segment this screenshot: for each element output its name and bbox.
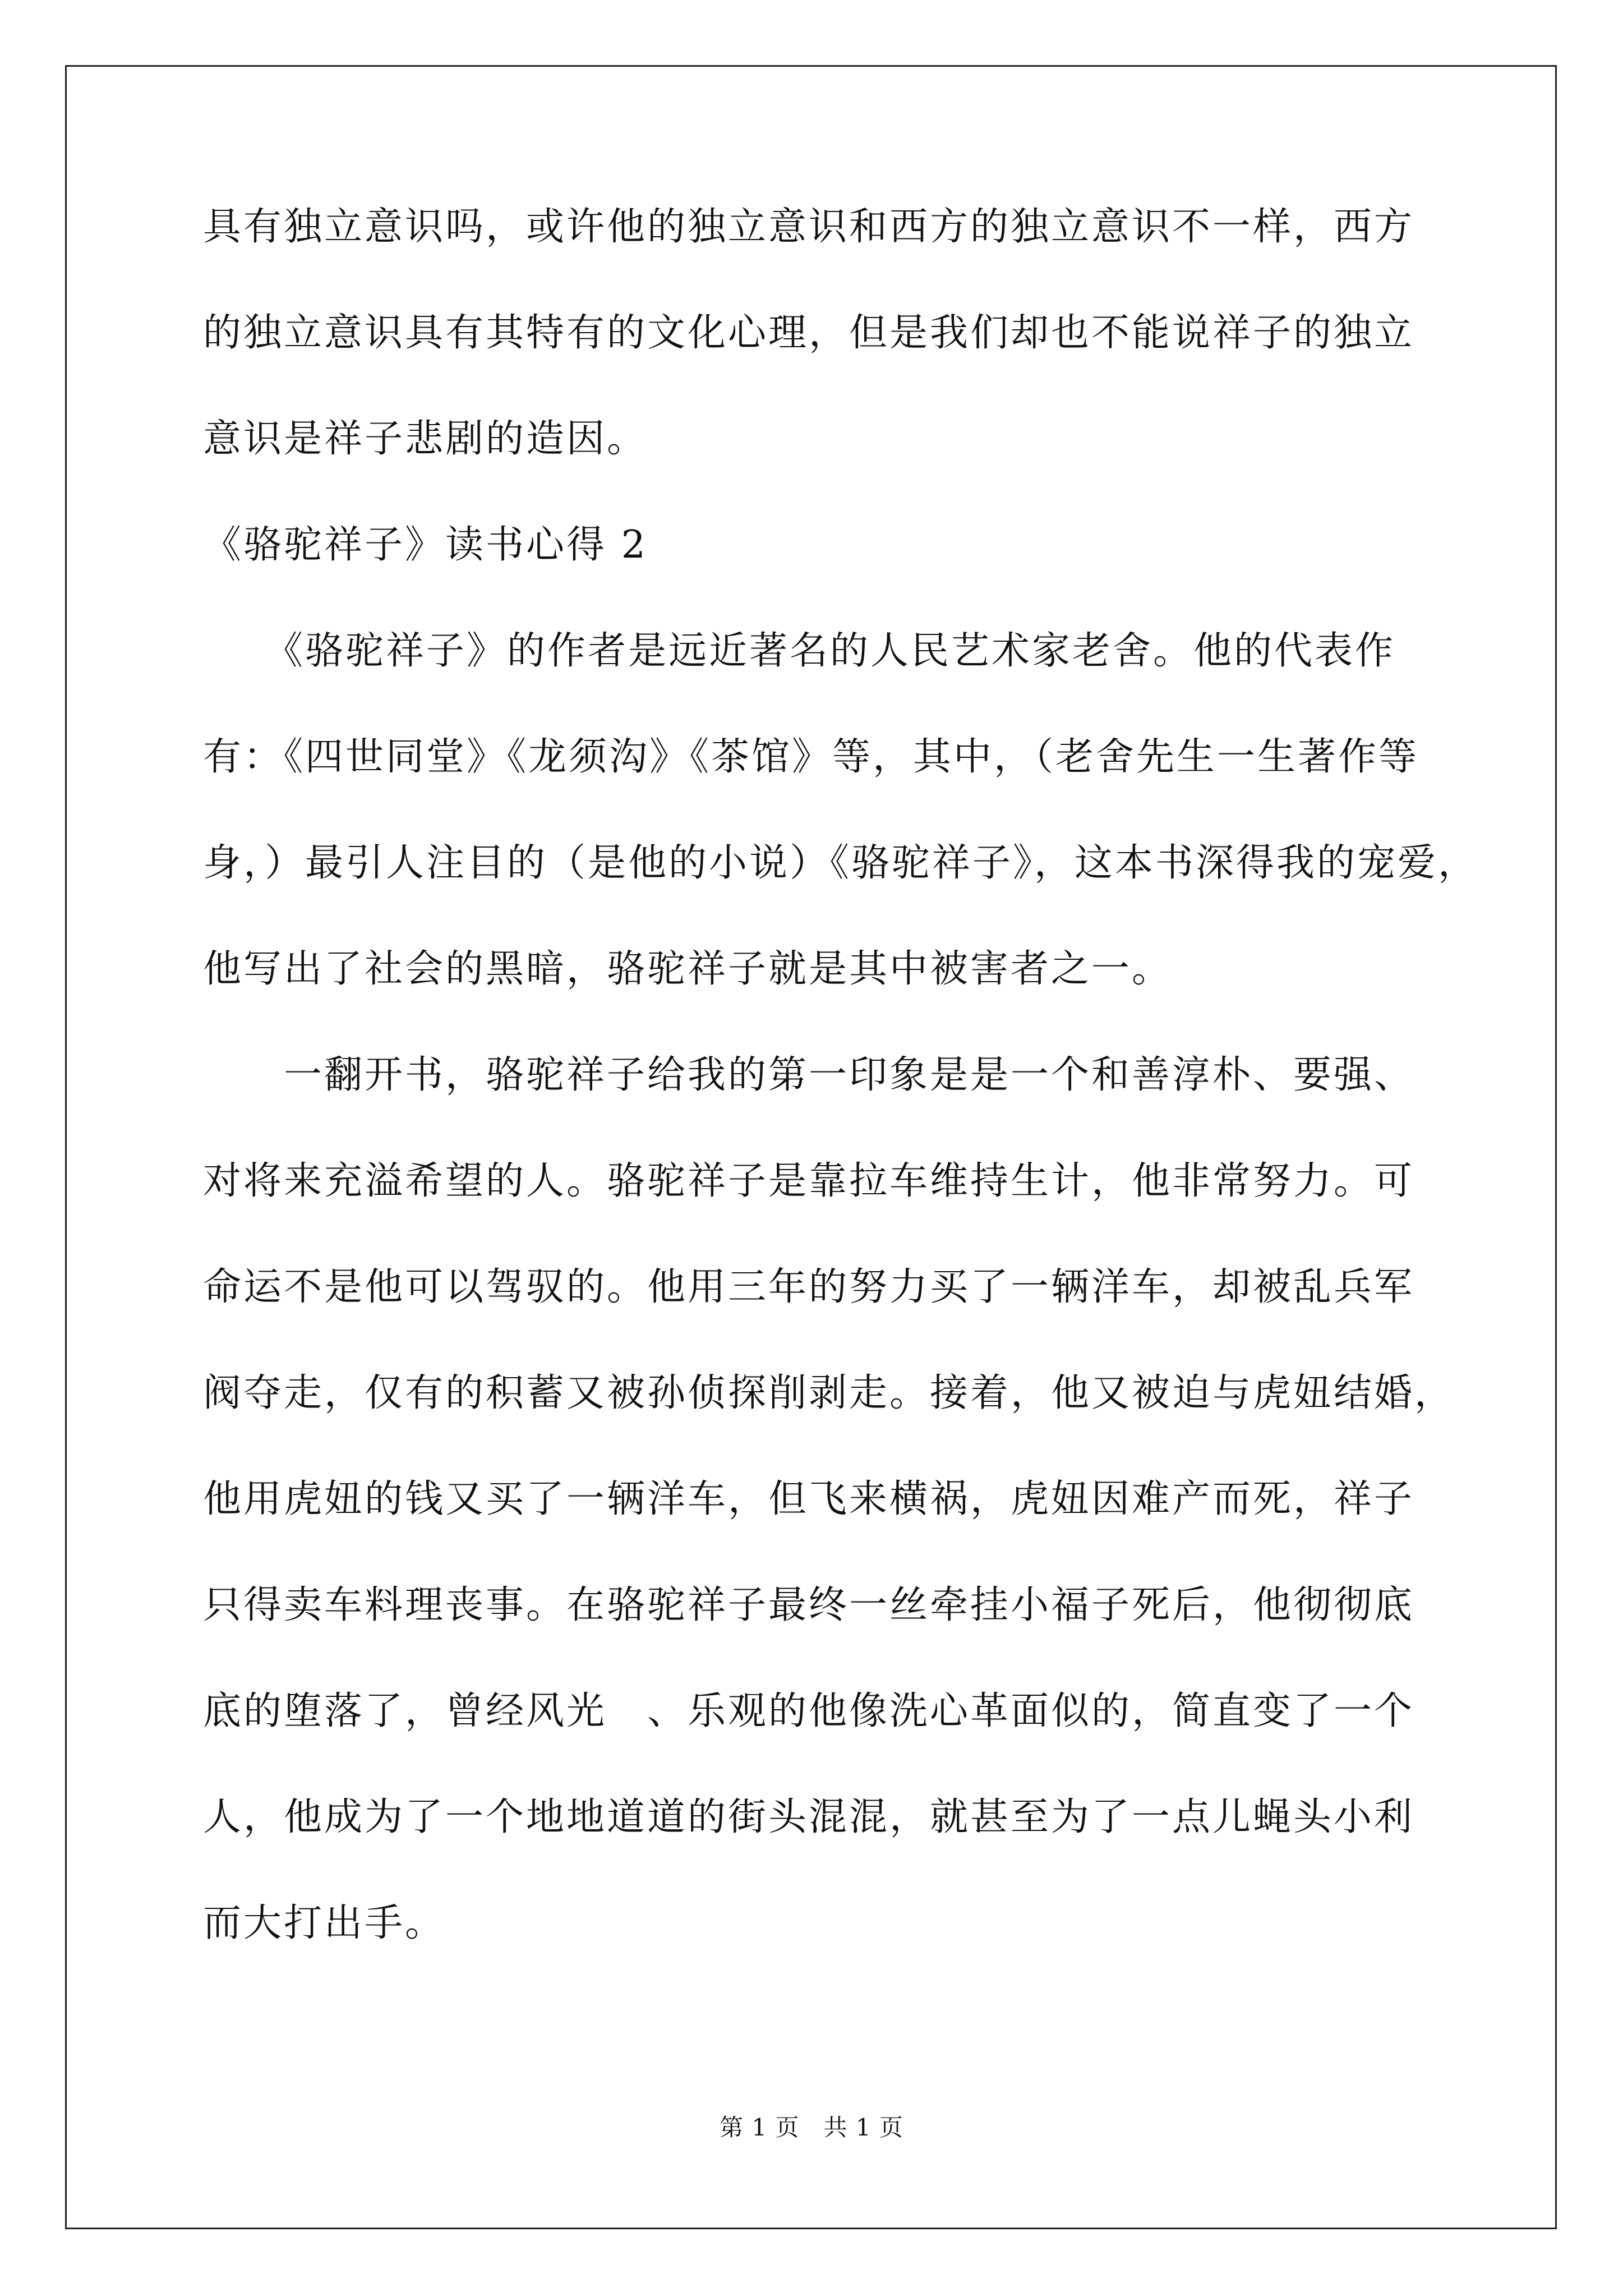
- text-line: 而大打出手。: [203, 1901, 446, 1945]
- text-line: 人，他成为了一个地地道道的街头混混，就甚至为了一点儿蝇头小利: [203, 1795, 1415, 1839]
- text-line: 只得卖车料理丧事。在骆驼祥子最终一丝牵挂小福子死后，他彻彻底: [203, 1583, 1415, 1627]
- text-line: 他用虎妞的钱又买了一辆洋车，但飞来横祸，虎妞因难产而死，祥子: [203, 1477, 1415, 1521]
- text-line: 阀夺走，仅有的积蓄又被孙侦探削剥走。接着，他又被迫与虎妞结婚，: [203, 1371, 1455, 1415]
- text-line: 底的堕落了，曾经风光 、乐观的他像洗心革面似的，简直变了一个: [203, 1689, 1415, 1733]
- text-line: 有：《四世同堂》《龙须沟》《茶馆》等，其中，（老舍先生一生著作等: [203, 735, 1419, 779]
- text-line: 命运不是他可以驾驭的。他用三年的努力买了一辆洋车，却被乱兵军: [203, 1265, 1415, 1309]
- text-line: 身，）最引人注目的（是他的小说）《骆驼祥子》，这本书深得我的宠爱，: [203, 841, 1479, 885]
- section-heading: 《骆驼祥子》读书心得 2: [203, 523, 648, 567]
- text-line: 对将来充溢希望的人。骆驼祥子是靠拉车维持生计，他非常努力。可: [203, 1159, 1415, 1203]
- text-line: 《骆驼祥子》的作者是远近著名的人民艺术家老舍。他的代表作: [203, 629, 1396, 673]
- text-line: 意识是祥子悲剧的造因。: [203, 417, 648, 461]
- text-line: 具有独立意识吗，或许他的独立意识和西方的独立意识不一样，西方: [203, 205, 1415, 249]
- page-number-footer: 第 1 页 共 1 页: [720, 2114, 903, 2141]
- text-line: 他写出了社会的黑暗，骆驼祥子就是其中被害者之一。: [203, 947, 1173, 991]
- text-line: 的独立意识具有其特有的文化心理，但是我们却也不能说祥子的独立: [203, 311, 1415, 355]
- text-line: 一翻开书，骆驼祥子给我的第一印象是是一个和善淳朴、要强、: [203, 1053, 1415, 1097]
